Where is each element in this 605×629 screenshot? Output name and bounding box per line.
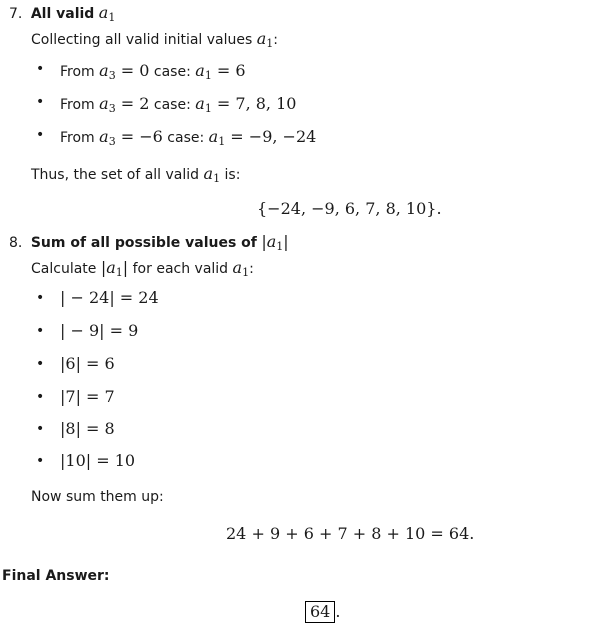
abs-value-item: |10| = 10 xyxy=(60,451,136,470)
step-7-intro: Collecting all valid initial values $a_1$: xyxy=(31,29,279,50)
abs-value-item: |8| = 8 xyxy=(60,419,115,438)
bullet-dot: • xyxy=(36,323,45,339)
abs-value-item: | − 24| = 24 xyxy=(60,288,159,307)
bullet-dot: • xyxy=(36,389,45,405)
final-answer-label: Final Answer: xyxy=(2,568,110,584)
step-7-bullet-item: From $a_3 = -6$ case: $a_1 = -9$, −24 xyxy=(60,127,317,148)
abs-value-item: | − 9| = 9 xyxy=(60,321,139,340)
bullet-dot: • xyxy=(36,61,45,77)
step-7-heading xyxy=(9,3,115,22)
abs-value-item: |7| = 7 xyxy=(60,387,115,406)
bullet-dot: • xyxy=(36,94,45,110)
abs-value-item: |6| = 6 xyxy=(60,354,115,373)
valid-set-display: {−24, −9, 6, 7, 8, 10}. xyxy=(257,199,442,218)
sum-display: 24 + 9 + 6 + 7 + 8 + 10 = 64. xyxy=(226,524,475,543)
step-8-number: 8. xyxy=(9,235,23,251)
step-8-calc-line: Calculate $|a_1|$ for each valid $a_1$: xyxy=(31,258,254,279)
bullet-dot: • xyxy=(36,127,45,143)
step-7-title: All valid xyxy=(30,6,95,22)
step-7-number: 7. xyxy=(9,6,23,22)
step-7-var: $a_1$ xyxy=(98,3,116,24)
step-7-bullet-item: From $a_3 = 2$ case: $a_1 = 7$, 8, 10 xyxy=(60,94,297,115)
bullet-dot: • xyxy=(36,453,45,469)
bullet-dot: • xyxy=(36,290,45,306)
bullet-dot: • xyxy=(36,421,45,437)
thus-line: Thus, the set of all valid $a_1$ is: xyxy=(31,164,241,185)
step-8-heading xyxy=(9,232,289,251)
step-7-bullet-item: From $a_3 = 0$ case: $a_1 = 6$ xyxy=(60,61,246,82)
step-8-title: Sum of all possible values of xyxy=(30,235,257,251)
step-8-abs-var: $|a_1|$ xyxy=(261,232,289,253)
final-answer: 64 . xyxy=(305,601,340,623)
bullet-dot: • xyxy=(36,356,45,372)
sum-intro: Now sum them up: xyxy=(31,489,164,505)
final-answer-box: 64 xyxy=(305,601,335,623)
